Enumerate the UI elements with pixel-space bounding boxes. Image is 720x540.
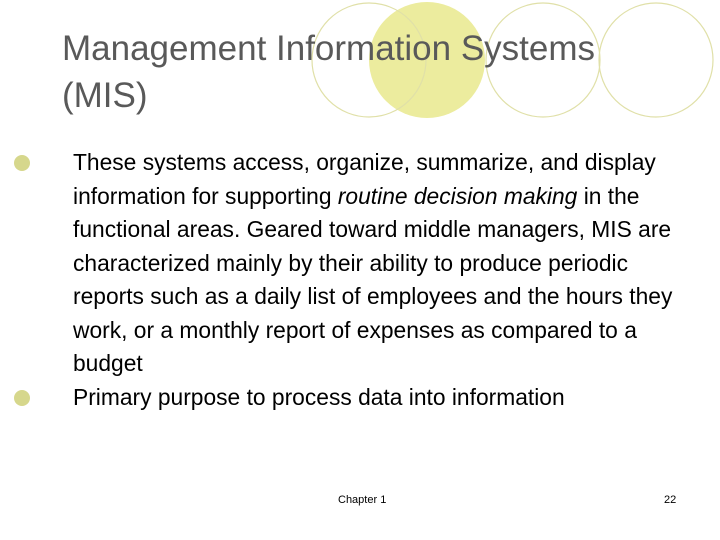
- page-number: 22: [664, 494, 677, 506]
- bullet-text-part: in the functional areas. Geared toward middle managers, MIS are characterized mainly by their ability to produce periodic reports such as a daily list of employees and the hours they work, or a monthly report of expenses as compared to a budget: [73, 182, 673, 376]
- bullet-text-part: These systems access, organize, summarize, and display information for supporting: [73, 149, 656, 209]
- bullet-item: [14, 381, 704, 415]
- bullet-text: [73, 149, 672, 376]
- slide-title-line1: Management Information Systems: [62, 29, 596, 68]
- slide-title-line2: (MIS): [62, 76, 148, 115]
- bullet-emphasis: routine decision making: [337, 182, 578, 209]
- slide-title: [62, 25, 682, 119]
- bullet-dot-icon: [14, 155, 30, 171]
- bullet-item: [14, 146, 704, 381]
- bullet-list: [14, 146, 704, 414]
- bullet-dot-icon: [14, 390, 30, 406]
- bullet-text: Primary purpose to process data into information: [73, 383, 565, 410]
- footer-chapter: Chapter 1: [338, 494, 387, 506]
